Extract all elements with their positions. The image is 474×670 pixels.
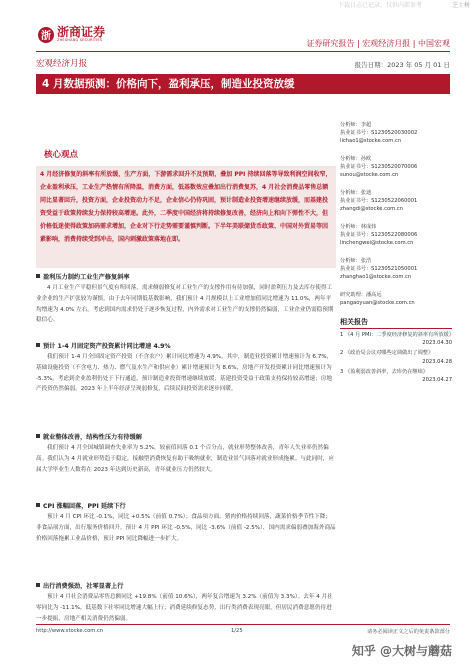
footer-divider — [36, 624, 450, 625]
logo-mark-icon: 浙 — [38, 27, 54, 43]
report-type: 宏观经济月报 — [36, 59, 88, 69]
analyst-card — [340, 223, 452, 257]
footer-disclaimer: 请务必阅读正文之后的免责条款部分 — [366, 629, 450, 635]
analyst-email[interactable]: zhanghao1@stocke.com.cn — [340, 274, 412, 281]
report-title: 4 月数据预测：价格向下，盈利承压，制造业投资放缓 — [36, 74, 450, 94]
section-text-prices: 预计 4 月 CPI 环比 -0.1%，同比 +0.5%（前值 0.7%）；食品项方面，猪肉价格持续回落，蔬菜价格季节性下降；非食品项方面，出行服务价格回升。预计 4 月 PPI 环比 -0.5%，同比 -3.6%（前值 -2.5%），国内需求偏弱叠加海外商品价格回落拖累工业品价格，预计 PPI 同比降幅进一步扩大。 — [36, 514, 336, 542]
analyst-license: 执业证书号：S1230522080006 — [340, 232, 418, 239]
related-report-title: 3 《盈利弱改善斜率，去库仍在继续》 — [340, 368, 428, 375]
square-bullet-icon — [36, 503, 40, 507]
related-report-date: 2023.04.28 — [422, 358, 452, 365]
section-text-consumption: 预计 4 月社会消费品零售总额同比 +19.8%（前值 10.6%），两年复合增速为 3.2%（前值为 3.3%）。去年 4 月社零同比为 -11.1%，低基数下社零同比增速大幅上行；消费延续修复态势，出行类消费表现亮眼，但居民消费意愿仍待进一步提振，房地产相关消费仍然偏弱。 — [36, 594, 333, 622]
related-report-date: 2023.04.27 — [422, 376, 452, 383]
analyst-name: 分析师：孙欧 — [340, 156, 372, 162]
brand-name-cn: 浙商证券 — [57, 25, 106, 39]
report-categories: 证券研究报告 | 宏观经济月报 | 中国宏观 — [306, 39, 450, 48]
analyst-sidebar — [340, 121, 455, 384]
square-bullet-icon — [36, 343, 40, 347]
related-report-title: 1 《4 月 PMI：二季度经济修复的斜率有所放缓》 — [340, 332, 455, 338]
top-watermark-text: 下载日志已记录，仅供内部参考 — [337, 2, 422, 9]
analyst-email[interactable]: sunou@stocke.com.cn — [340, 172, 399, 179]
section-text-employment: 我们预计 4 月全国城镇调查失业率为 5.2%，较前值回落 0.1 个百分点，就业形势整体改善，青年人失业率仍然偏高。我们认为 4 月就业形势趋于稳定，接触型消费恢复有助于吸纳就业，制造业景气回落对就业形成拖累。与此同时，应届大学毕业生人数将在 2023 年达到历史新高，青年就业压力仍然较大。 — [36, 445, 334, 473]
section-heading-consumption: 出行消费强劲，社零显著上行 — [36, 581, 336, 592]
analyst-name: 分析师：张迪 — [340, 190, 372, 196]
section-heading-investment: 预计 1-4 月固定资产投资累计同比增速 4.9% — [36, 341, 336, 352]
square-bullet-icon — [36, 583, 40, 587]
related-report-item[interactable] — [340, 368, 452, 384]
footer-website-link[interactable]: http://www.stocke.com.cn — [36, 628, 104, 634]
section-heading-prices: CPI 涨幅回落，PPI 延续下行 — [36, 501, 336, 512]
summary-box: 4 月经济修复的斜率有所放缓，生产方面，下游需求回升不及预期，叠加 PPI 持续回落等导致利润空间收窄，企业盈利承压，工业生产热情有所降温，消费方面，低基数效应叠加出行消费复苏，4 月社会消费品零售总额同比显著回升，投资方面，企业投资动力不足，企业信心仍待巩固，预计制造业投资增速继续放缓，而基建投资受益于政策持续发力保持较高增速。此外，二季度中国经济将持续修复改善，经济向上和向下弹性不大，但价格低迷使得政策加码需求增加，企业对下行走势需要谨慎判断。下半年美联储货币政策、中国对外贸易等因素影响，消费持续受到冲击，国内刺激政策落地在即。 — [36, 166, 336, 268]
related-reports-heading: 相关报告 — [340, 317, 452, 329]
analyst-card — [340, 189, 452, 223]
section-heading-employment: 就业整体改善，结构性压力有待缓解 — [36, 432, 336, 443]
analyst-email[interactable]: lichao1@stocke.com.cn — [340, 138, 402, 145]
platform-watermark: 知乎 @大树与蘑菇 — [351, 644, 452, 658]
analyst-license: 执业证书号：S1230520030002 — [340, 130, 418, 137]
assistant-name: 研究助理：潘高远 — [340, 292, 382, 298]
header-divider — [36, 51, 450, 52]
analyst-name: 分析师：李超 — [340, 122, 372, 128]
related-report-item[interactable] — [340, 331, 455, 347]
report-date-value: 2023 年 05 月 01 日 — [387, 61, 450, 69]
brand-name-en: ZHESHANG SECURITIES — [57, 38, 103, 42]
report-date — [355, 60, 450, 69]
summary-heading: 核心观点 — [44, 150, 79, 160]
analyst-license: 执业证书号：S1230520070006 — [340, 164, 418, 171]
square-bullet-icon — [36, 274, 40, 278]
top-user-tag: 芝士树 — [451, 2, 470, 9]
related-report-date: 2023.04.30 — [422, 340, 452, 347]
assistant-email[interactable]: pangaoyuan@stocke.com.cn — [340, 300, 415, 307]
assistant-card — [340, 291, 452, 311]
section-text-industry: 4 月工业生产平稳但景气度有所回落，需求侧弱修复对工业生产的支撑作用有待加强，同时盈利压力及去库存使得工业企业的生产扩张较为谨慎，由于去年同期低基数影响，我们预计 4 月规模以上工业增加值同比增速为 11.0%，两年平均增速为 4.0% 左右。考虑到国内需求仍处于逐步恢复过程，内外需求对工业生产的支撑仍然偏弱，工业企业仍需稳预期稳信心。 — [36, 285, 334, 324]
main-column — [36, 96, 336, 635]
analyst-email[interactable]: linchengwei@stocke.com.cn — [340, 240, 414, 247]
analyst-license: 执业证书号：S1230521050001 — [340, 266, 418, 273]
analyst-license: 执业证书号：S1230522060001 — [340, 198, 418, 205]
analyst-email[interactable]: zhangdi@stocke.com.cn — [340, 206, 403, 213]
analyst-name: 分析师：林成炜 — [340, 224, 377, 230]
related-report-title: 2 《政治局会议对哪些定调做出了调整》 — [340, 350, 434, 357]
square-bullet-icon — [36, 434, 40, 438]
section-heading-industry: 盈利压力制约工业生产修复斜率 — [36, 272, 336, 283]
page-number: 1/25 — [231, 628, 243, 634]
analyst-name: 分析师：张浩 — [340, 258, 372, 264]
brand-logo — [38, 26, 105, 43]
related-report-item[interactable] — [340, 349, 452, 365]
section-text-investment: 我们预计 1-4 月全国固定资产投资（不含农户）累计同比增速为 4.9%。其中，制造业投资累计增速预计为 6.7%，基础设施投资（不含电力、热力、燃气及水生产和供应业）累计增速预计为 8.6%，房地产开发投资累计同比增速预计为 -5.3%。考虑到企业盈利仍处于下行通道，预计制造业投资增速继续放缓；基建投资受益于政策支持保持较高增速；房地产投资仍然偏弱，2023 年上半年经济呈现弱修复，后续民间投资需求逐步回暖。 — [36, 354, 333, 393]
analyst-card — [340, 121, 452, 155]
analyst-card — [340, 257, 452, 291]
report-date-label: 报告日期： — [354, 61, 388, 69]
analyst-card — [340, 155, 452, 189]
